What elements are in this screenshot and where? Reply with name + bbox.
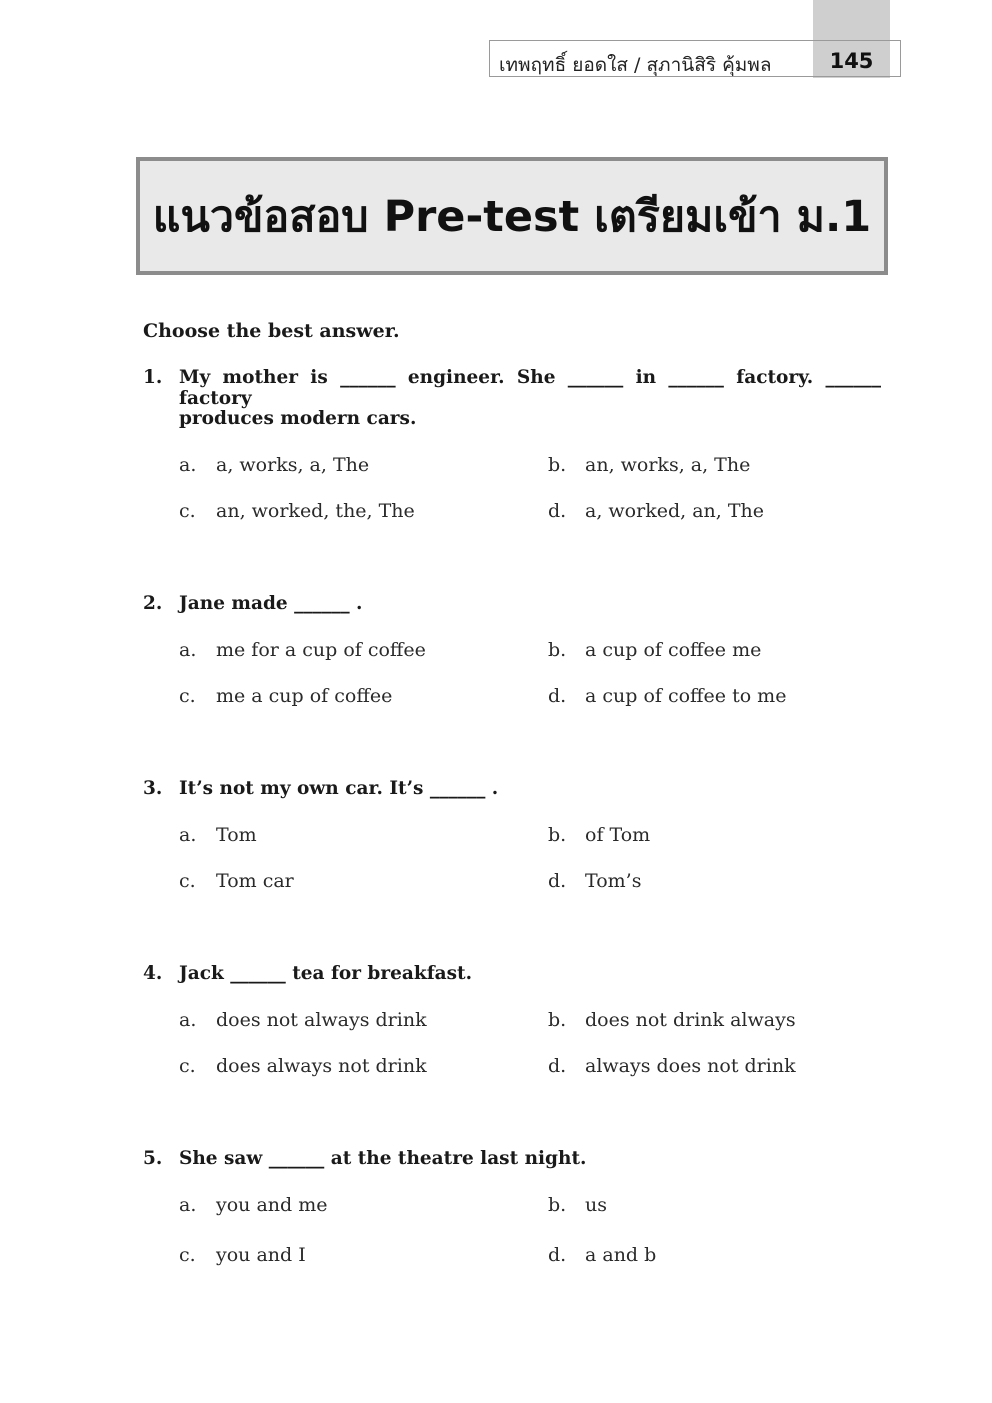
option-text: me a cup of coffee xyxy=(216,685,393,707)
option-a xyxy=(179,454,369,476)
option-text: me for a cup of coffee xyxy=(216,639,426,661)
option-text: a, worked, an, The xyxy=(585,500,764,522)
option-text: Tom car xyxy=(216,870,294,892)
option-a xyxy=(179,1009,427,1031)
option-letter: a. xyxy=(179,1194,197,1216)
question-text: She saw ______ at the theatre last night. xyxy=(179,1148,587,1169)
option-letter: a. xyxy=(179,639,197,661)
option-text: a cup of coffee to me xyxy=(585,685,787,707)
question-number: 5. xyxy=(143,1148,163,1169)
option-d xyxy=(548,1244,656,1266)
option-letter: c. xyxy=(179,685,196,707)
question-text: My mother is ______ engineer. She ______ in ______ factory. ______ factory xyxy=(179,367,881,409)
option-c xyxy=(179,500,415,522)
question-number: 4. xyxy=(143,963,163,984)
option-d xyxy=(548,870,641,892)
option-text: a, works, a, The xyxy=(216,454,370,476)
option-letter: d. xyxy=(548,1244,567,1266)
option-letter: d. xyxy=(548,1055,567,1077)
question-text: Jane made ______ . xyxy=(179,593,363,614)
option-letter: d. xyxy=(548,500,567,522)
option-text: of Tom xyxy=(585,824,651,846)
option-text: does always not drink xyxy=(216,1055,427,1077)
header-authors: เทพฤทธิ์ ยอดใส / สุภานิสิริ คุ้มพล xyxy=(499,54,772,76)
question-text: It’s not my own car. It’s ______ . xyxy=(179,778,499,799)
page-title: แนวข้อสอบ Pre-test เตรียมเข้า ม.1 xyxy=(152,192,872,242)
option-c xyxy=(179,685,392,707)
title-box xyxy=(136,157,888,275)
option-text: an, worked, the, The xyxy=(216,500,415,522)
option-letter: a. xyxy=(179,454,197,476)
option-letter: d. xyxy=(548,685,567,707)
question-number: 3. xyxy=(143,778,163,799)
option-letter: c. xyxy=(179,1055,196,1077)
option-c xyxy=(179,870,294,892)
option-a xyxy=(179,824,257,846)
option-letter: c. xyxy=(179,1244,196,1266)
option-letter: d. xyxy=(548,870,567,892)
option-text: a cup of coffee me xyxy=(585,639,762,661)
option-d xyxy=(548,685,786,707)
option-text: you and I xyxy=(216,1244,306,1266)
option-letter: c. xyxy=(179,870,196,892)
option-letter: c. xyxy=(179,500,196,522)
option-letter: a. xyxy=(179,824,197,846)
option-text: us xyxy=(585,1194,607,1216)
option-text: Tom xyxy=(216,824,257,846)
option-text: always does not drink xyxy=(585,1055,796,1077)
option-letter: b. xyxy=(548,1194,567,1216)
option-text: an, works, a, The xyxy=(585,454,751,476)
option-a xyxy=(179,639,426,661)
option-b xyxy=(548,454,750,476)
instruction: Choose the best answer. xyxy=(143,320,400,342)
option-b xyxy=(548,639,761,661)
option-text: a and b xyxy=(585,1244,657,1266)
question-text: Jack ______ tea for breakfast. xyxy=(179,963,473,984)
option-text: does not drink always xyxy=(585,1009,796,1031)
option-c xyxy=(179,1055,427,1077)
option-b xyxy=(548,1009,796,1031)
option-c xyxy=(179,1244,306,1266)
option-letter: b. xyxy=(548,639,567,661)
option-letter: b. xyxy=(548,824,567,846)
option-letter: a. xyxy=(179,1009,197,1031)
option-text: does not always drink xyxy=(216,1009,427,1031)
option-a xyxy=(179,1194,327,1216)
question-text-continued: produces modern cars. xyxy=(179,408,417,429)
question-number: 2. xyxy=(143,593,163,614)
option-letter: b. xyxy=(548,454,567,476)
option-letter: b. xyxy=(548,1009,567,1031)
option-text: you and me xyxy=(216,1194,328,1216)
option-d xyxy=(548,500,764,522)
page-number: 145 xyxy=(829,49,874,73)
question-number: 1. xyxy=(143,367,163,388)
option-b xyxy=(548,824,650,846)
option-text: Tom’s xyxy=(585,870,642,892)
option-b xyxy=(548,1194,607,1216)
option-d xyxy=(548,1055,796,1077)
